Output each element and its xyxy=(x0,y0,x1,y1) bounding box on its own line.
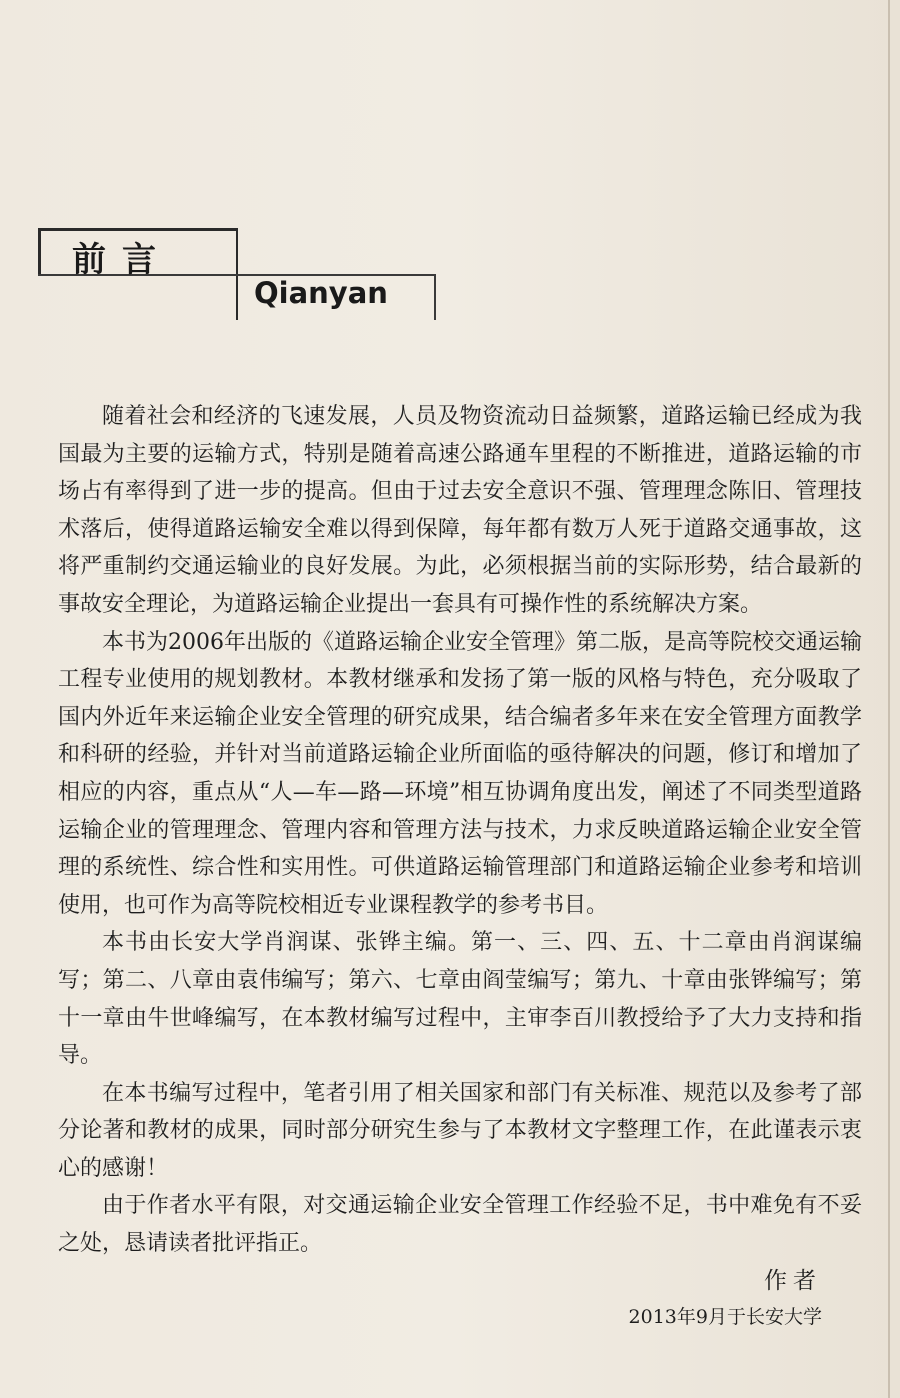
paragraph-3: 本书由长安大学肖润谋、张铧主编。第一、三、四、五、十二章由肖润谋编写；第二、八章由袁伟编写；第六、七章由阎莹编写；第九、十章由张铧编写；第十一章由牛世峰编写，在本教材编写过程中，主审李百川教授给予了大力支持和指导。 xyxy=(58,930,862,1069)
paragraph-4: 在本书编写过程中，笔者引用了相关国家和部门有关标准、规范以及参考了部分论著和教材的成果，同时部分研究生参与了本教材文字整理工作，在此谨表示衷心的感谢！ xyxy=(58,1080,862,1181)
paragraph-1: 随着社会和经济的飞速发展，人员及物资流动日益频繁，道路运输已经成为我国最为主要的运输方式，特别是随着高速公路通车里程的不断推进，道路运输的市场占有率得到了进一步的提高。但由于过去安全意识不强、管理理念陈旧、管理技术落后，使得道路运输安全难以得到保障，每年都有数万人死于道路交通事故，这将严重制约交通运输业的良好发展。为此，必须根据当前的实际形势，结合最新的事故安全理论，为道路运输企业提出一套具有可操作性的系统解决方案。 xyxy=(58,404,862,617)
author-signature: 作者 xyxy=(764,1268,822,1294)
header-rule-top xyxy=(40,228,236,231)
page-title: 前言 xyxy=(72,240,172,280)
page-edge-line xyxy=(888,0,890,1398)
paragraph-5: 由于作者水平有限，对交通运输企业安全管理工作经验不足，书中难免有不妥之处，恳请读者批评指正。 xyxy=(58,1193,862,1257)
header-rule-right xyxy=(434,274,436,320)
signature-date: 2013年9月于长安大学 xyxy=(628,1306,822,1328)
preface-header xyxy=(38,228,436,318)
paragraph-2: 本书为2006年出版的《道路运输企业安全管理》第二版，是高等院校交通运输工程专业使用的规划教材。本教材继承和发扬了第一版的风格与特色，充分吸取了国内外近年来运输企业安全管理的研究成果，结合编者多年来在安全管理方面教学和科研的经验，并针对当前道路运输企业所面临的亟待解决的问题，修订和增加了相应的内容，重点从“人—车—路—环境”相互协调角度出发，阐述了不同类型道路运输企业的管理理念、管理内容和管理方法与技术，力求反映道路运输企业安全管理的系统性、综合性和实用性。可供道路运输管理部门和道路运输企业参考和培训使用，也可作为高等院校相近专业课程教学的参考书目。 xyxy=(58,629,862,918)
preface-body xyxy=(58,398,862,1263)
header-rule-left xyxy=(38,228,41,276)
page-subtitle: Qianyan xyxy=(254,276,388,310)
